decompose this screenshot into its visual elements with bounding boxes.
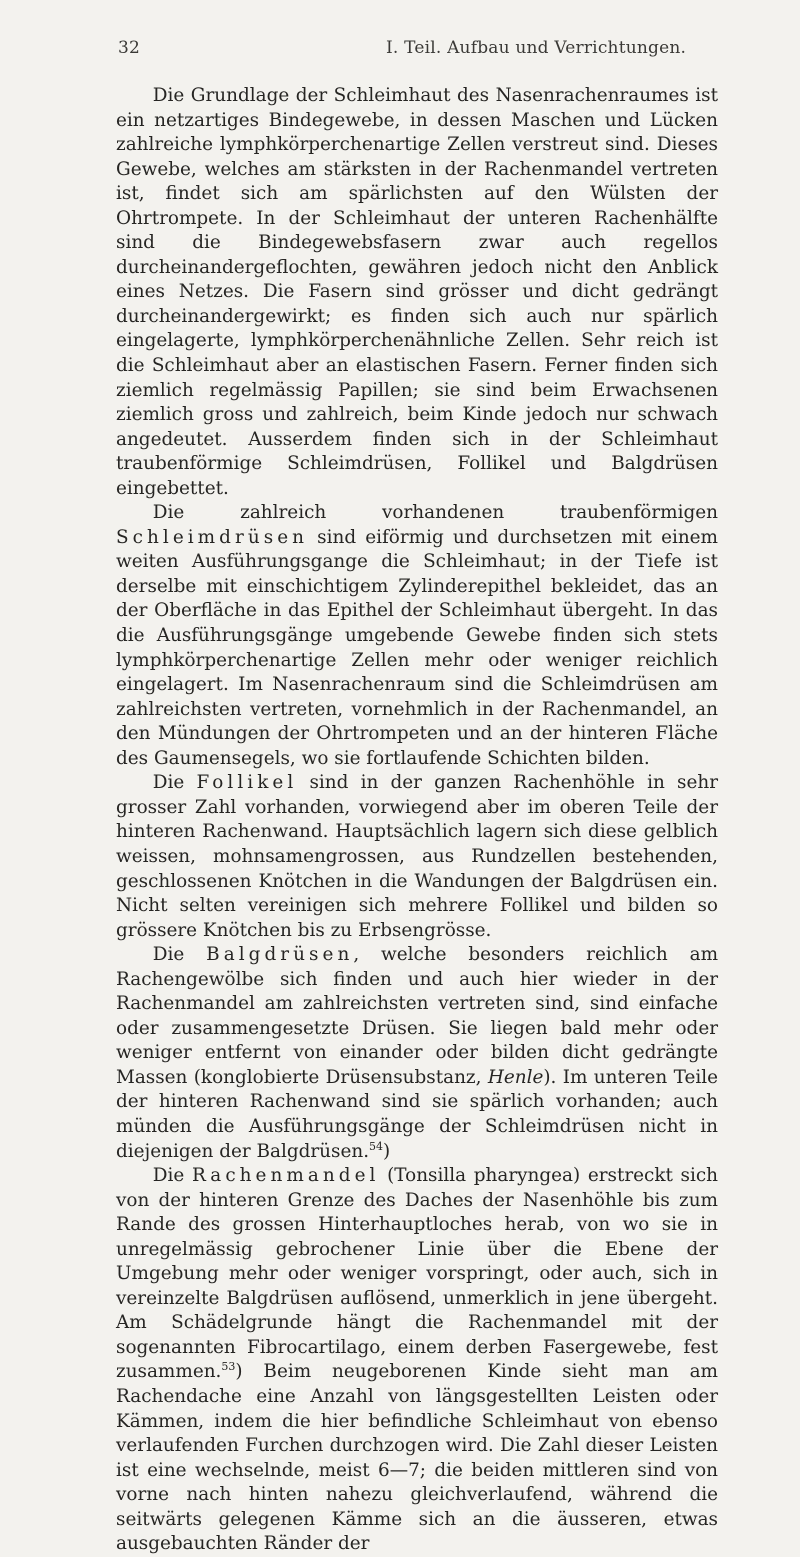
page-number: 32	[118, 38, 141, 58]
paragraph-lead: Die zahlreich vorhandenen traubenförmigen	[152, 502, 718, 524]
body-text	[116, 84, 718, 1557]
spaced-term: Rachenmandel	[191, 1165, 380, 1187]
paragraph-text-continued: ) Beim neugeborenen Kinde sieht man am Rachendache eine Anzahl von längsgestellten Leisten oder Kämmen, indem die hier befindliche Schleimhaut von ebenso verlaufenden Furchen durchzogen wird. Die Zahl dieser Leisten ist eine wechselnde, meist 6—7; die beiden mittleren sind von vorne nach hinten nahezu gleichverlaufend, während die seitwärts gelegenen Kämme sich an die äusseren, etwas ausgebauchten Ränder der	[116, 1361, 718, 1555]
paragraph-text: (Tonsilla pharyngea) erstreckt sich von der hinteren Grenze des Daches der Nasenhöhle bis zum Rande des grossen Hinterhauptloches herab, von wo sie in unregelmässig gebrochener Linie über die Ebene der Umgebung mehr oder weniger vorspringt, oder auch, sich in vereinzelte Balgdrüsen auflösend, unmerklich in jene übergeht. Am Schädelgrunde hängt die Rachenmandel mit der sogenannten Fibrocartilago, einem derben Fasergewebe, fest zusammen.	[116, 1165, 718, 1383]
paragraph-lead: Die	[152, 944, 207, 966]
paragraph-text: Die Grundlage der Schleimhaut des Nasenrachenraumes ist ein netzartiges Bindegewebe, in dessen Maschen und Lücken zahlreiche lymphkörperchenartige Zellen verstreut sind. Dieses Gewebe, welches am stärksten in der Rachenmandel vertreten ist, findet sich am spärlichsten auf den Wülsten der Ohrtrompete. In der Schleimhaut der unteren Rachenhälfte sind die Bindegewebsfasern zwar auch regellos durcheinandergeflochten, gewähren jedoch nicht den Anblick eines Netzes. Die Fasern sind grösser und dicht gedrängt durcheinandergewirkt; es finden sich auch nur spärlich eingelagerte, lymphkörperchenähnliche Zellen. Sehr reich ist die Schleimhaut aber an elastischen Fasern. Ferner finden sich ziemlich regelmässig Papillen; sie sind beim Erwachsenen ziemlich gross und zahlreich, beim Kinde jedoch nur schwach angedeutet. Ausserdem finden sich in der Schleimhaut traubenförmige Schleimdrüsen, Follikel und Balgdrüsen eingebettet.	[116, 85, 718, 499]
paragraph-text-end: )	[383, 1140, 391, 1162]
footnote-reference: 53	[221, 1360, 236, 1374]
paragraph-grundlage	[116, 84, 718, 501]
paragraph-text-continued: ). Im unteren Teile der hinteren Rachenwand sind sie spärlich vorhanden; auch münden die Ausführungsgänge der Schleimdrüsen nicht in diejenigen der Balgdrüsen.	[116, 1066, 718, 1162]
paragraph-lead: Die	[152, 772, 197, 794]
paragraph-follikel	[116, 771, 718, 943]
spaced-term: Schleimdrüsen	[116, 526, 309, 548]
paragraph-text: , welche besonders reichlich am Rachengewölbe sich finden und auch hier wieder in der Rachenmandel am zahlreichsten vertreten sind, sind einfache oder zusammengesetzte Drüsen. Sie liegen bald mehr oder weniger entfernt von einander oder bilden dicht gedrängte Massen (konglobierte Drüsensubstanz,	[116, 944, 719, 1088]
paragraph-schleimdruesen	[116, 501, 718, 771]
paragraph-text: sind eiförmig und durchsetzen mit einem weiten Ausführungsgange die Schleimhaut; in der Tiefe ist derselbe mit einschichtigem Zylinderepithel bekleidet, das an der Oberfläche in das Epithel der Schleimhaut übergeht. In das die Ausführungsgänge umgebende Gewebe finden sich stets lymphkörperchenartige Zellen mehr oder weniger reichlich eingelagert. Im Nasenrachenraum sind die Schleimdrüsen am zahlreichsten vertreten, vornehmlich in der Rachenmandel, an den Mündungen der Ohrtrompeten und an der hinteren Fläche des Gaumensegels, wo sie fortlaufende Schichten bilden.	[116, 526, 718, 769]
paragraph-lead: Die	[152, 1165, 192, 1187]
paragraph-rachenmandel	[116, 1164, 718, 1557]
paragraph-text: sind in der ganzen Rachenhöhle in sehr grosser Zahl vorhanden, vorwiegend aber im oberen Teile der hinteren Rachenwand. Hauptsächlich lagern sich diese gelblich weissen, mohnsamengrossen, aus Rundzellen bestehenden, geschlossenen Knötchen in die Wandungen der Balgdrüsen ein. Nicht selten vereinigen sich mehrere Follikel und bilden so grössere Knötchen bis zu Erbsengrösse.	[116, 772, 718, 941]
spaced-term: Balgdrüsen	[206, 944, 354, 966]
spaced-term: Follikel	[196, 772, 298, 794]
paragraph-balgdruesen	[116, 943, 718, 1164]
footnote-reference: 54	[369, 1139, 384, 1153]
author-citation: Henle	[487, 1066, 544, 1088]
running-title: I. Teil. Aufbau und Verrichtungen.	[386, 38, 687, 58]
